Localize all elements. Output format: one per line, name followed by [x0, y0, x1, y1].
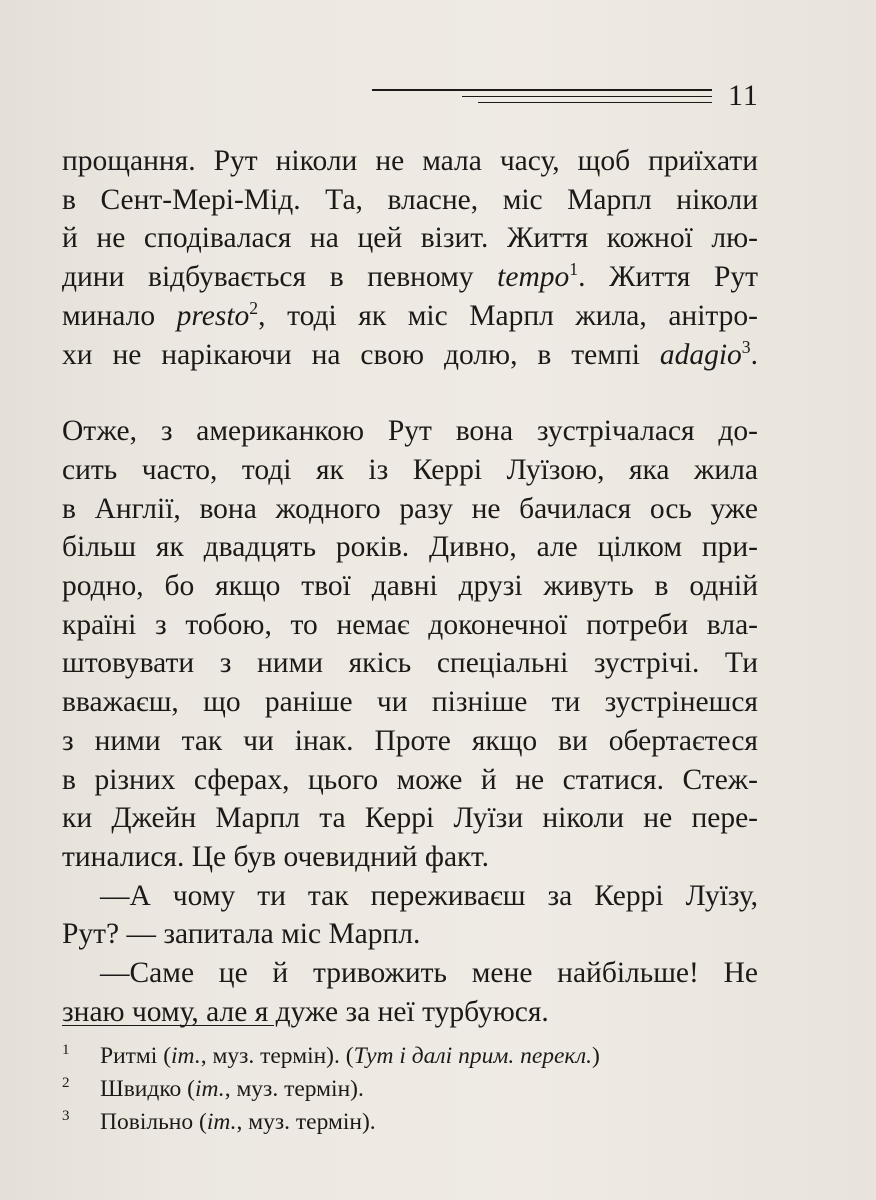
footnote-separator: [62, 1025, 274, 1026]
footnote-2: 2 Швидко (іт., муз. термін).: [62, 1075, 364, 1102]
text-line: тиналися. Це був очевидний факт.: [62, 840, 490, 873]
italic-term-presto: presto: [176, 299, 250, 332]
text-line: Рут? — запитала міс Марпл.: [62, 918, 421, 951]
text-line: й не сподівалася на цей візит. Життя кожної лю-: [62, 222, 758, 255]
text-line: в Сент-Мері-Мід. Та, власне, міс Марпл ніколи: [62, 183, 758, 216]
text-line: в Англії, вона жодного разу не бачилася ось уже: [62, 492, 758, 525]
footnote-ref-1: 1: [569, 259, 579, 280]
footnotes: [62, 1040, 782, 1139]
page-number: 11: [728, 79, 759, 112]
dialogue-2: [62, 954, 758, 1031]
header-rule-bottom: [478, 102, 712, 103]
text-line: прощання. Рут ніколи не мала часу, щоб приїхати: [62, 145, 758, 177]
text-line: родно, бо якщо твої давні друзі живуть в одній: [62, 570, 758, 603]
text-line: —А чому ти так переживаєш за Керрі Луїзу,: [100, 879, 758, 912]
text-line: з ними так чи інак. Проте якщо ви обертаєтеся: [62, 724, 758, 757]
text-line: вважаєш, що раніше чи пізніше ти зустрінешся: [62, 686, 758, 719]
paragraph-2: [62, 412, 758, 876]
text-line: знаю чому, але я дуже за неї турбуюся.: [62, 995, 549, 1028]
text-line: ки Джейн Марпл та Керрі Луїзи ніколи не пере-: [62, 802, 758, 835]
italic-term-tempo: tempo: [497, 261, 570, 294]
text-line: —Саме це й тривожить мене найбільше! Не: [100, 957, 758, 990]
paragraph-1: [62, 142, 758, 374]
text-line: сить часто, тоді як із Керрі Луїзою, яка жила: [62, 453, 758, 486]
text-line: штовувати з ними якісь спеціальні зустрічі. Ти: [62, 647, 758, 680]
footnote-ref-3: 3: [741, 336, 751, 357]
header-rule-middle: [462, 96, 712, 97]
dialogue-1: [62, 877, 758, 954]
text-line: хи не нарікаючи на свою долю, в темпі adagio$^3$.: [62, 336, 758, 371]
text-line: минало presto$^2$, тоді як міс Марпл жила, анітро-: [62, 297, 758, 332]
footnote-ref-2: 2: [249, 297, 259, 318]
header-rule-top: [372, 89, 712, 91]
text-line: в різних сферах, цього може й не статися. Стеж-: [62, 763, 758, 796]
text-line: дини відбувається в певному tempo$^1$. Життя Рут: [62, 259, 759, 294]
italic-term-adagio: adagio: [659, 338, 742, 371]
footnote-3: 3 Повільно (іт., муз. термін).: [62, 1108, 376, 1135]
text-line: країні з тобою, то немає доконечної потреби вла-: [62, 608, 758, 641]
footnote-1: 1 Ритмі (іт., муз. термін). (Тут і далі прим. перекл.): [62, 1042, 600, 1069]
paragraph-gap: [62, 374, 758, 412]
text-line: більш як двадцять років. Дивно, але цілком при-: [62, 531, 758, 564]
body-text: [62, 142, 758, 1031]
text-line: Отже, з американкою Рут вона зустрічалася до-: [62, 415, 758, 448]
